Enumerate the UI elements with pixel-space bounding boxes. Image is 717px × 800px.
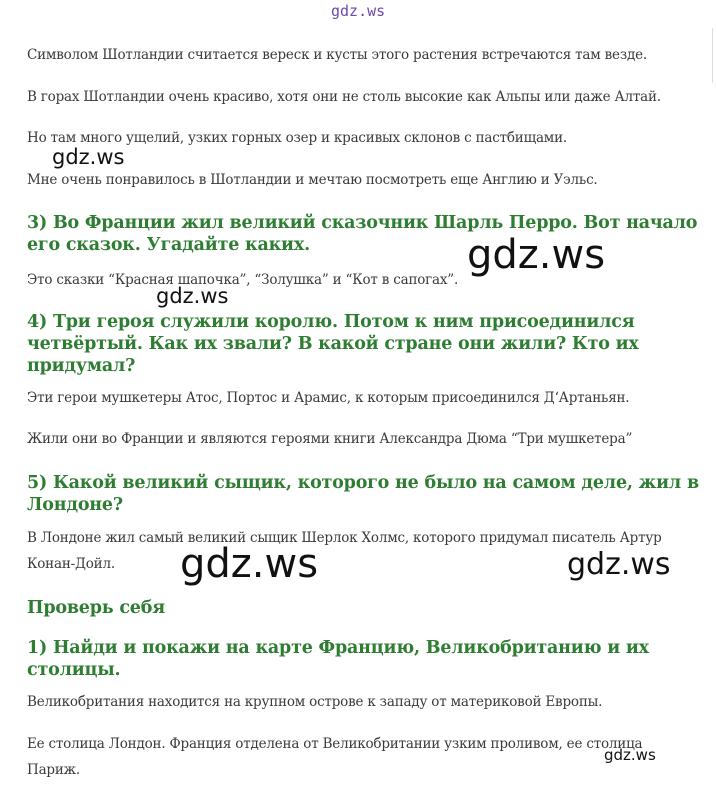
- question-5-heading: [27, 472, 699, 516]
- answer: Великобритания находится на крупном острове к западу от материковой Европы.: [27, 694, 603, 710]
- scroll-edge: [712, 28, 717, 83]
- heading-line: столицы.: [27, 660, 121, 680]
- answer: Париж.: [27, 762, 80, 778]
- answer: Конан-Дойл.: [27, 556, 115, 572]
- heading-line: придумал?: [27, 356, 136, 376]
- heading-line: 5) Какой великий сыщик, которого не было на самом деле, жил в: [27, 473, 699, 493]
- check-question-1-heading: [27, 637, 649, 681]
- heading-line: 1) Найди и покажи на карте Францию, Великобританию и их: [27, 638, 649, 658]
- answer: Эти герои мушкетеры Атос, Портос и Арамис, к которым присоединился Д‘Артаньян.: [27, 390, 630, 406]
- paragraph: В горах Шотландии очень красиво, хотя они не столь высокие как Альпы или даже Алтай.: [27, 89, 661, 105]
- paragraph: Мне очень понравилось в Шотландии и мечтаю посмотреть еще Англию и Уэльс.: [27, 172, 598, 188]
- watermark: gdz.ws: [467, 232, 606, 278]
- heading-line: Лондоне?: [27, 495, 123, 515]
- heading-line: 4) Три героя служили королю. Потом к ним присоединился: [27, 312, 635, 332]
- watermark: gdz.ws: [331, 2, 386, 20]
- watermark: gdz.ws: [604, 746, 656, 764]
- paragraph: Символом Шотландии считается вереск и кусты этого растения встречаются там везде.: [27, 47, 647, 63]
- watermark: gdz.ws: [180, 541, 319, 587]
- check-yourself-heading: Проверь себя: [27, 598, 165, 618]
- heading-line: 3) Во Франции жил великий сказочник Шарль Перро. Вот начало: [27, 213, 698, 233]
- answer: Это сказки “Красная шапочка”, “Золушка” и “Кот в сапогах”.: [27, 272, 459, 288]
- watermark: gdz.ws: [52, 145, 125, 169]
- question-4-heading: [27, 311, 639, 377]
- heading-line: его сказок. Угадайте каких.: [27, 235, 310, 255]
- answer: Ее столица Лондон. Франция отделена от Великобритании узким проливом, ее столица: [27, 736, 643, 752]
- watermark: gdz.ws: [567, 547, 671, 582]
- paragraph: Но там много ущелий, узких горных озер и красивых склонов с пастбищами.: [27, 130, 567, 146]
- watermark: gdz.ws: [156, 284, 229, 308]
- answer: В Лондоне жил самый великий сыщик Шерлок Холмс, которого придумал писатель Артур: [27, 530, 662, 546]
- answer: Жили они во Франции и являются героями книги Александра Дюма “Три мушкетера”: [27, 431, 633, 447]
- heading-line: четвёртый. Как их звали? В какой стране они жили? Кто их: [27, 334, 639, 354]
